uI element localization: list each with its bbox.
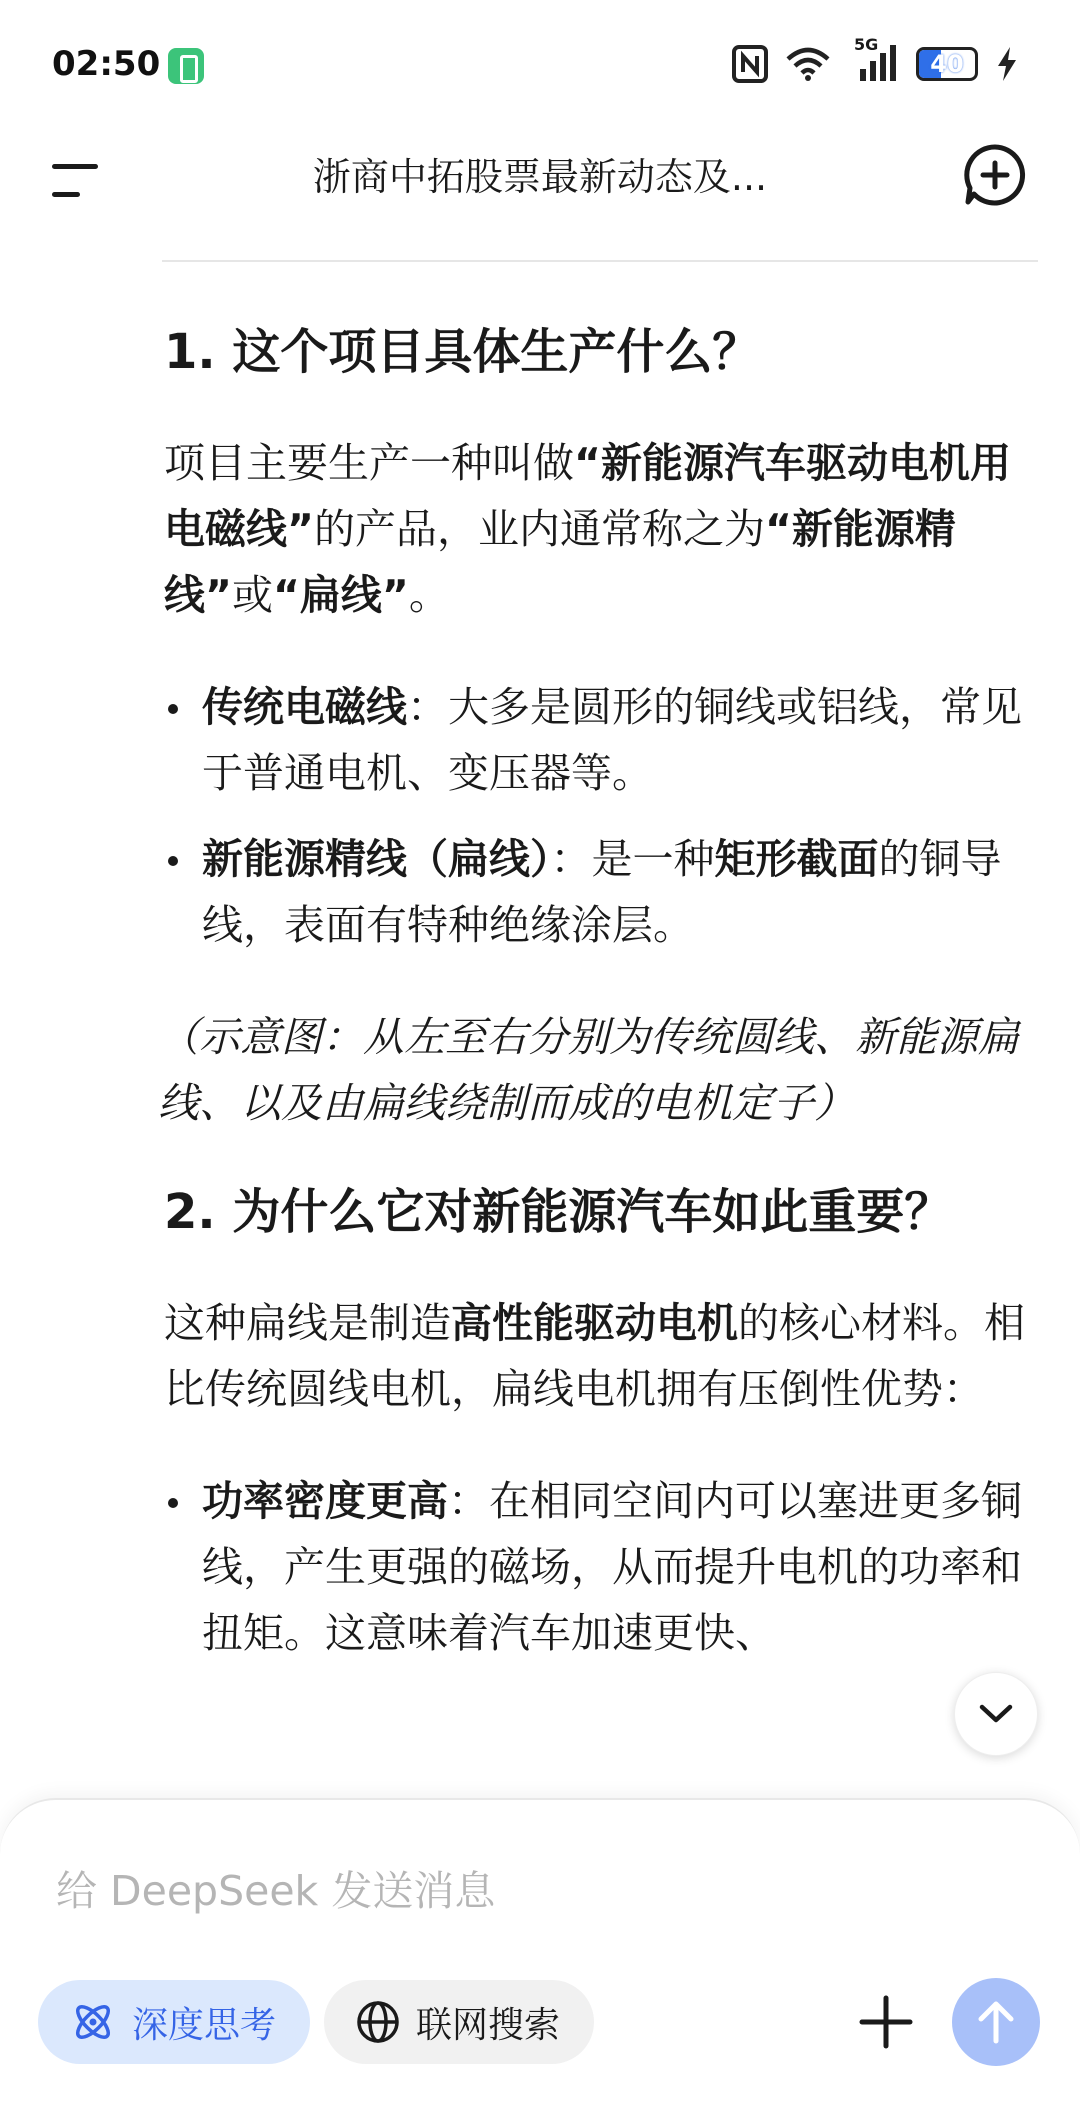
chevron-down-icon	[978, 1703, 1014, 1725]
status-bar	[0, 0, 1080, 128]
image-caption: （示意图：从左至右分别为传统圆线、新能源扁线、以及由扁线绕制而成的电机定子）	[158, 1013, 1019, 1127]
attach-plus-button[interactable]	[856, 1992, 916, 2052]
assistant-message	[158, 300, 1044, 1666]
battery-saver-icon	[168, 48, 204, 84]
section1-heading: 1. 这个项目具体生产什么？	[164, 324, 761, 380]
status-time: 02:50	[52, 44, 161, 84]
battery-icon	[916, 47, 978, 81]
section1-paragraph: 项目主要生产一种叫做“新能源汽车驱动电机用电磁线”的产品，业内通常称之为“新能源精线”或“扁线”。	[164, 439, 1011, 619]
chat-title[interactable]: 浙商中拓股票最新动态及...	[312, 155, 768, 199]
atom-icon	[70, 1999, 116, 2045]
deep-think-label: 深度思考	[132, 2004, 277, 2046]
list-item: 功率密度更高：在相同空间内可以塞进更多铜线，产生更强的磁场，从而提升电机的功率和扭矩。这意味着汽车加速更快、	[164, 1468, 1044, 1666]
globe-icon	[356, 2000, 400, 2044]
list-item: 传统电磁线：大多是圆形的铜线或铝线，常见于普通电机、变压器等。	[164, 674, 1044, 806]
send-button[interactable]	[952, 1978, 1040, 2066]
app-header	[0, 128, 1080, 258]
charging-icon	[996, 47, 1018, 81]
message-composer	[0, 1798, 1080, 2120]
web-search-label: 联网搜索	[416, 2004, 561, 2046]
wifi-icon	[786, 47, 830, 81]
network-type-label: 5G	[854, 35, 879, 54]
header-divider	[162, 260, 1038, 262]
message-input[interactable]	[56, 1856, 856, 1926]
section2-paragraph: 这种扁线是制造高性能驱动电机的核心材料。相比传统圆线电机，扁线电机拥有压倒性优势：	[164, 1299, 1025, 1413]
new-chat-icon[interactable]	[962, 142, 1028, 208]
status-icons	[732, 35, 1018, 84]
plus-icon	[856, 1992, 916, 2052]
deep-think-button[interactable]	[38, 1980, 310, 2064]
list-item: 新能源精线（扁线）：是一种矩形截面的铜导线，表面有特种绝缘涂层。	[164, 826, 1044, 958]
nfc-icon	[732, 45, 768, 83]
signal-icon	[848, 35, 898, 83]
web-search-button[interactable]	[324, 1980, 594, 2064]
menu-icon[interactable]	[52, 150, 108, 206]
scroll-down-button[interactable]	[954, 1672, 1038, 1756]
battery-level: 40	[930, 50, 964, 78]
arrow-up-icon	[976, 1999, 1016, 2045]
section2-heading: 2. 为什么它对新能源汽车如此重要？	[164, 1184, 953, 1240]
